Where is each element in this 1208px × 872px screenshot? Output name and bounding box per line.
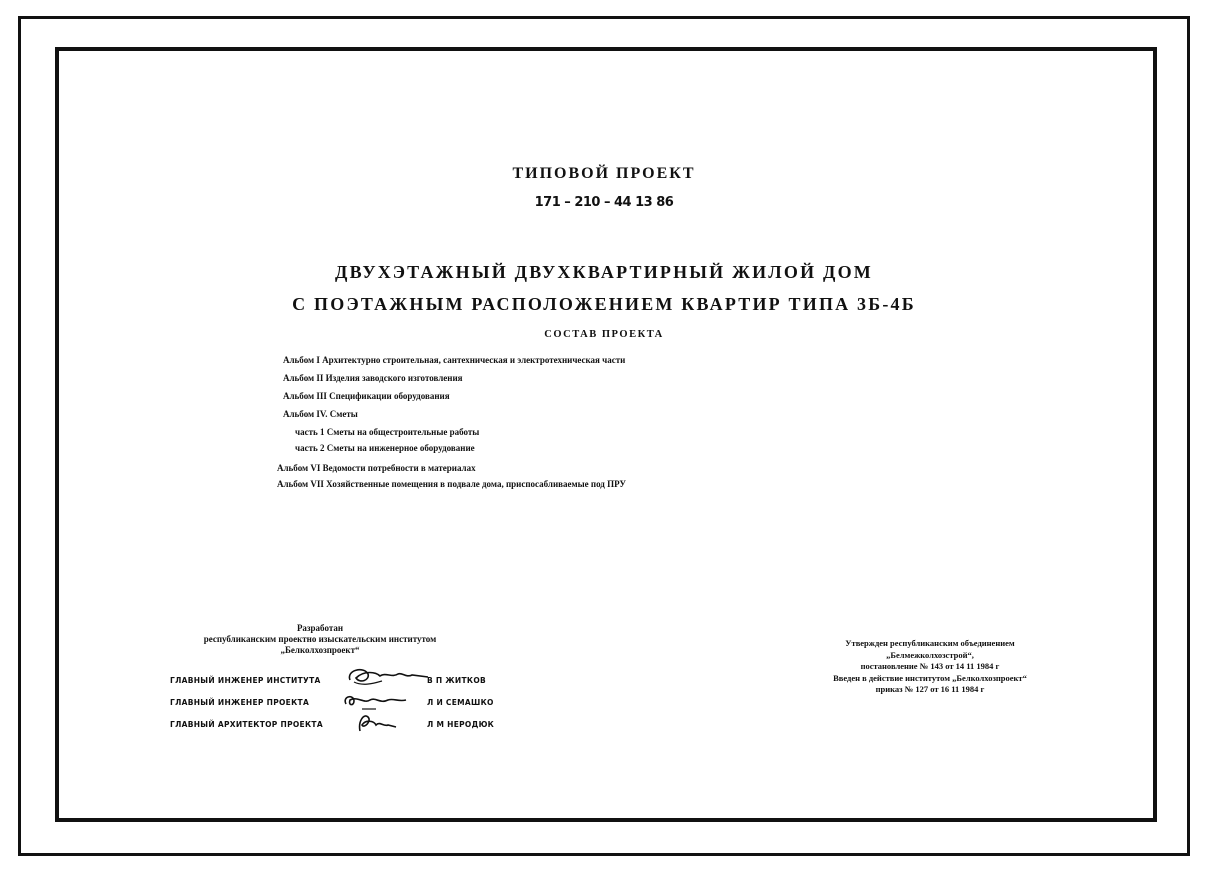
approval-line: приказ № 127 от 16 11 1984 г [875,684,985,694]
developer-institute: республиканским проектно изыскательским институтом [203,634,437,644]
signature-row-chief-engineer [170,676,487,685]
developer-institute-name: „Белколхозпроект“ [280,645,360,655]
signature-name: Л И СЕМАШКО [427,698,494,707]
album-item: Альбом I Архитектурно строительная, сантехническая и электротехническая части [283,355,626,365]
project-code: 171 – 210 – 44 13 86 [534,195,674,210]
handwritten-signature-1 [342,666,432,688]
developer-block [170,623,470,656]
album-item: Альбом VI Ведомости потребности в материалах [277,463,476,473]
signature-role: ГЛАВНЫЙ ИНЖЕНЕР ИНСТИТУТА [170,676,321,685]
signature-row-chief-architect [170,720,495,729]
album-item: Альбом VII Хозяйственные помещения в подвале дома, приспосабливаемые под ПРУ [277,479,626,489]
approval-line: Введен в действие институтом „Белколхозпроект“ [833,672,1027,683]
approval-line: Утвержден республиканским объединением [845,638,1015,648]
signature-row-project-engineer [170,698,494,707]
project-name-line-1: ДВУХЭТАЖНЫЙ ДВУХКВАРТИРНЫЙ ЖИЛОЙ ДОМ [335,262,873,282]
handwritten-signature-2 [340,690,425,712]
handwritten-signature-3 [352,711,402,735]
album-part-item: часть 1 Сметы на общестроительные работы [295,427,480,437]
album-part-item: часть 2 Сметы на инженерное оборудование [295,443,475,453]
approval-block [800,638,1060,696]
album-item: Альбом IV. Сметы [283,409,358,419]
document-type-title: ТИПОВОЙ ПРОЕКТ [512,165,696,182]
album-item: Альбом III Спецификации оборудования [283,391,450,401]
approval-line: „Белмежколхозстрой“, [886,649,974,660]
signature-role: ГЛАВНЫЙ ИНЖЕНЕР ПРОЕКТА [170,698,310,707]
signature-name: В П ЖИТКОВ [427,676,487,685]
developer-label: Разработан [296,623,344,633]
signature-name: Л М НЕРОДЮК [427,720,495,729]
album-item: Альбом II Изделия заводского изготовления [283,373,463,383]
approval-line: постановление № 143 от 14 11 1984 г [860,661,1000,671]
album-list [277,351,626,491]
signature-role: ГЛАВНЫЙ АРХИТЕКТОР ПРОЕКТА [170,720,323,729]
composition-heading: СОСТАВ ПРОЕКТА [544,329,664,340]
project-name-line-2: С ПОЭТАЖНЫМ РАСПОЛОЖЕНИЕМ КВАРТИР ТИПА 3Б-4Б [292,294,916,314]
